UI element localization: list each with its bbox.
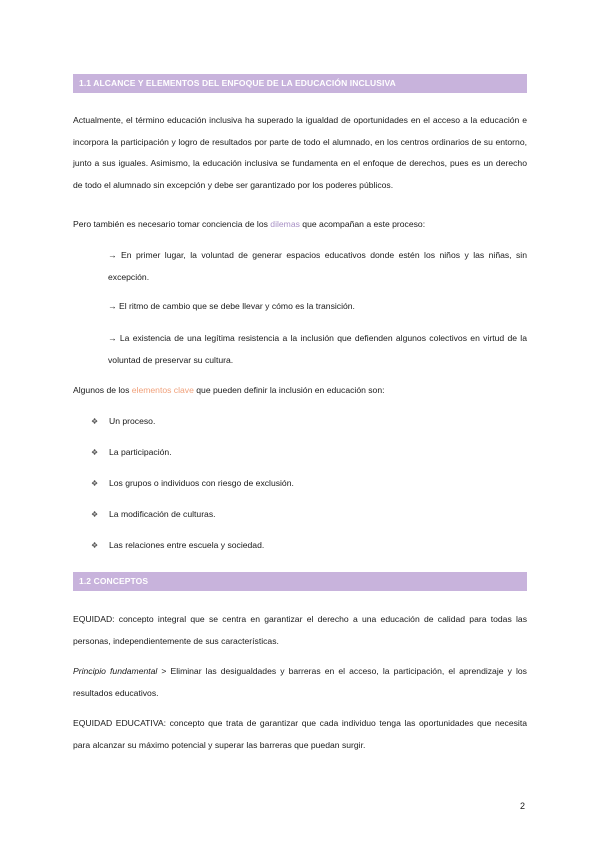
equidad-paragraph xyxy=(73,609,527,652)
bullet-item xyxy=(91,538,264,553)
equidad-term: EQUIDAD xyxy=(73,614,113,624)
equidad-educativa-term: EQUIDAD EDUCATIVA xyxy=(73,718,164,728)
diamond-bullet-icon: ❖ xyxy=(91,417,99,426)
elementos-link[interactable]: elementos clave xyxy=(131,385,194,395)
elementos-paragraph xyxy=(73,380,527,402)
elementos-pre: Algunos de los xyxy=(73,385,132,395)
bullet-text: La modificación de culturas. xyxy=(109,509,216,519)
equidad-educativa-definition: : concepto que trata de garantizar que cada individuo tenga las oportunidades que necesita para alcanzar su máximo potencial y superar las barreras que puedan surgir. xyxy=(73,718,527,750)
dilemas-post: que acompañan a este proceso: xyxy=(299,219,426,229)
bullet-text: La participación. xyxy=(109,447,172,457)
intro-paragraph: Actualmente, el término educación inclusiva ha superado la igualdad de oportunidades en el acceso a la educación e incorpora la participación y logro de resultados por parte de todo el alumnado, en los centros ordinarios de su entorno, junto a sus iguales. Asimismo, la educación inclusiva se fundamenta en el enfoque de derechos, pues es un derecho de todo el alumnado sin excepción y debe ser garantizado por los poderes públicos. xyxy=(73,115,527,190)
bullet-item xyxy=(91,476,294,491)
diamond-bullet-icon: ❖ xyxy=(91,541,99,550)
arrow-item-2: → El ritmo de cambio que se debe llevar y cómo es la transición. xyxy=(108,301,355,311)
diamond-bullet-icon: ❖ xyxy=(91,510,99,519)
dilemas-paragraph xyxy=(73,214,527,236)
arrow-item-3: → La existencia de una legítima resistencia a la inclusión que defienden algunos colectivos en virtud de la voluntad de preservar su cultura. xyxy=(108,333,527,365)
elementos-post: que pueden definir la inclusión en educación son: xyxy=(193,385,385,395)
dilemas-link[interactable]: dilemas xyxy=(270,219,300,229)
page-number: 2 xyxy=(520,801,526,811)
principio-paragraph xyxy=(73,661,527,704)
bullet-item xyxy=(91,507,216,522)
section-heading-alcance: 1.1 ALCANCE Y ELEMENTOS DEL ENFOQUE DE LA EDUCACIÓN INCLUSIVA xyxy=(73,74,527,93)
principio-definition: > Eliminar las desigualdades y barreras en el acceso, la participación, el aprendizaje y los resultados educativos. xyxy=(73,666,527,698)
dilemas-pre: Pero también es necesario tomar conciencia de los xyxy=(73,219,271,229)
equidad-educativa-paragraph xyxy=(73,713,527,756)
diamond-bullet-icon: ❖ xyxy=(91,448,99,457)
equidad-definition: : concepto integral que se centra en garantizar el derecho a una educación de calidad para todas las personas, independientemente de sus características. xyxy=(73,614,527,646)
bullet-text: Los grupos o individuos con riesgo de exclusión. xyxy=(109,478,294,488)
principio-term: Principio fundamental xyxy=(73,666,158,676)
bullet-item xyxy=(91,414,155,429)
arrow-item-1: → En primer lugar, la voluntad de generar espacios educativos donde estén los niños y las niñas, sin excepción. xyxy=(108,250,527,282)
section-heading-conceptos: 1.2 CONCEPTOS xyxy=(73,572,527,591)
diamond-bullet-icon: ❖ xyxy=(91,479,99,488)
bullet-text: Un proceso. xyxy=(109,416,156,426)
bullet-item xyxy=(91,445,172,460)
bullet-text: Las relaciones entre escuela y sociedad. xyxy=(109,540,265,550)
